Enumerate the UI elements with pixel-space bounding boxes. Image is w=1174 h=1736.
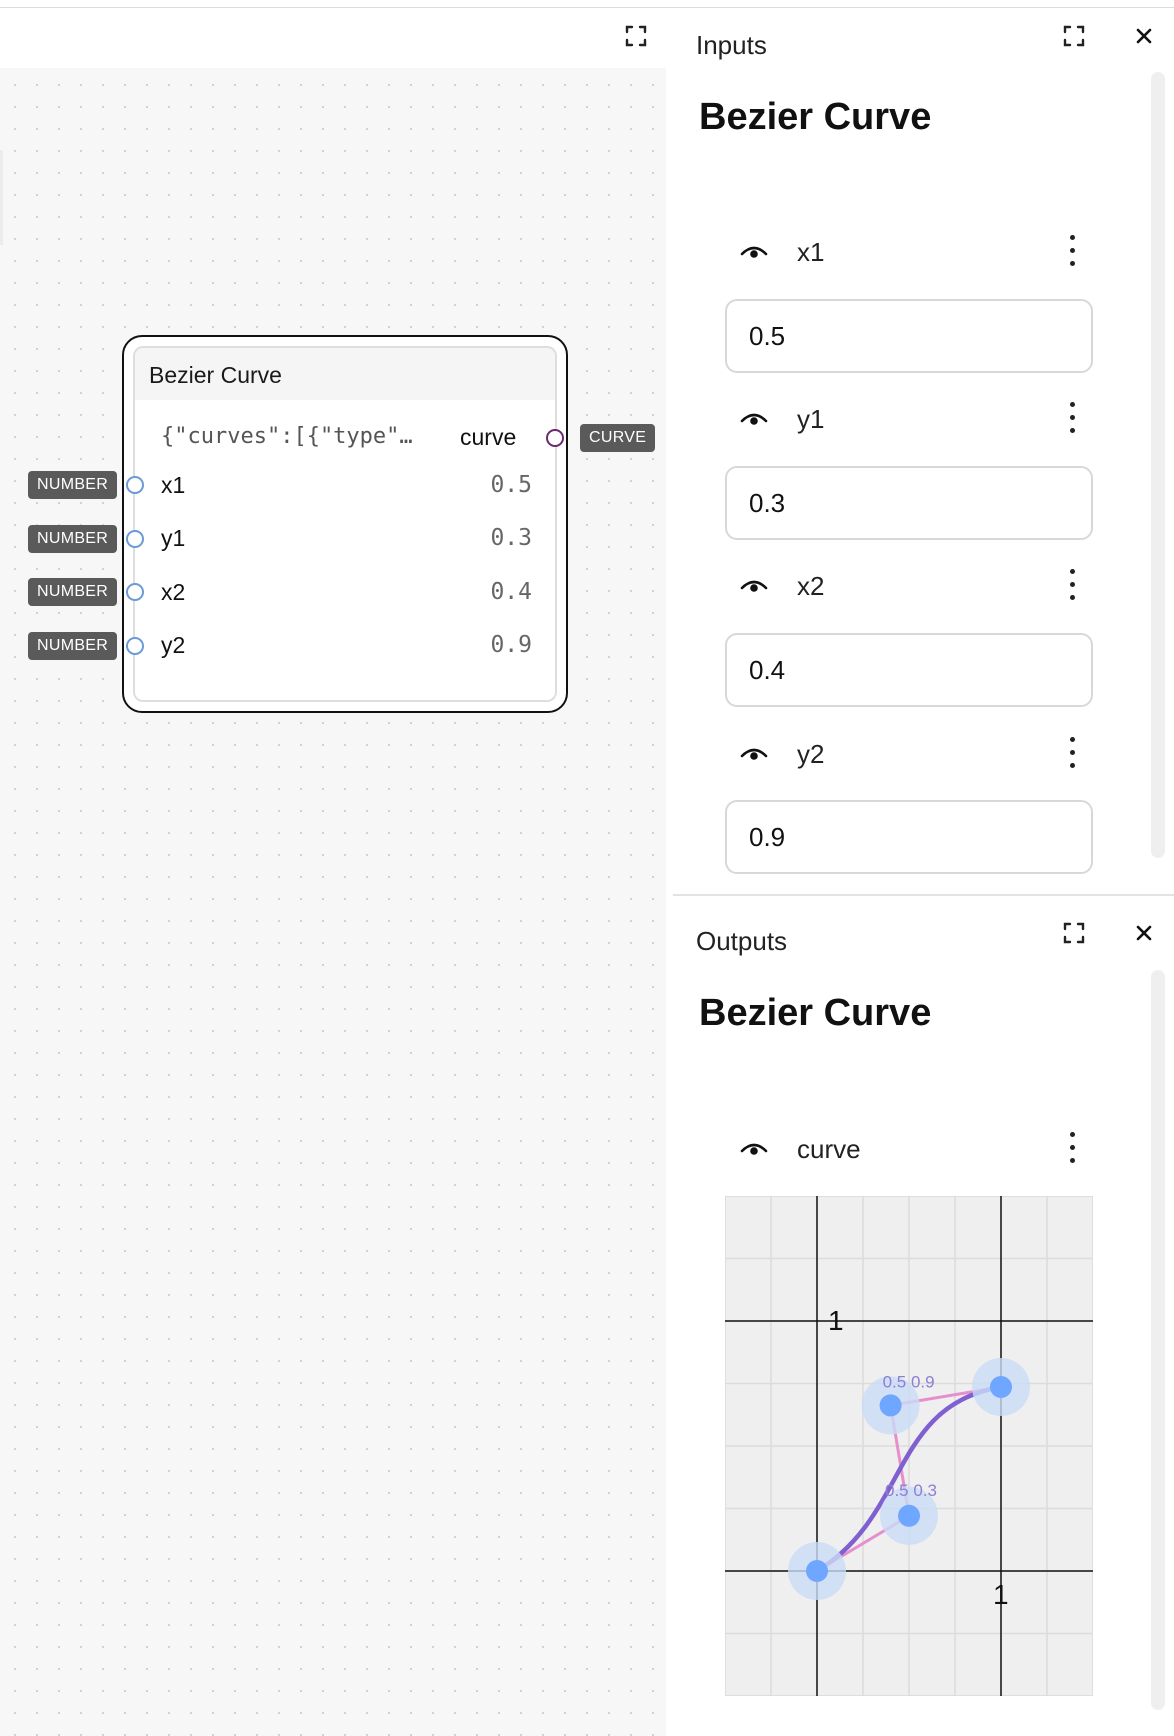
x1-value-input[interactable]: [725, 299, 1093, 373]
input-port-y1[interactable]: [126, 530, 144, 548]
inputs-scrollbar[interactable]: [1151, 72, 1165, 858]
canvas-fullscreen-icon[interactable]: [622, 22, 650, 50]
inputs-fullscreen-icon[interactable]: [1060, 22, 1088, 50]
outputs-fullscreen-icon[interactable]: [1060, 919, 1088, 947]
panel-divider[interactable]: [666, 8, 672, 1736]
section-divider[interactable]: [673, 894, 1174, 896]
output-name: curve: [797, 1134, 861, 1164]
outputs-close-icon[interactable]: [1130, 919, 1158, 947]
start-point: [806, 1560, 828, 1582]
node-input-label: x1: [161, 472, 186, 498]
eye-icon[interactable]: [739, 741, 769, 765]
param-name: x2: [797, 571, 825, 601]
inputs-node-heading: Bezier Curve: [699, 96, 932, 138]
param-row-y1: [725, 390, 1095, 450]
node-output-label: curve: [460, 424, 517, 450]
control-point-1-label: 0.5 0.3: [885, 1480, 937, 1500]
param-name: y2: [797, 739, 825, 769]
more-options-icon[interactable]: [1065, 1132, 1079, 1166]
node-input-value: 0.4: [490, 579, 532, 605]
eye-icon[interactable]: [739, 1136, 769, 1160]
param-row-x2: [725, 557, 1095, 617]
input-type-badge: NUMBER: [28, 578, 117, 606]
node-input-value: 0.5: [490, 472, 532, 498]
param-name: y1: [797, 404, 825, 434]
canvas-header: [0, 8, 666, 68]
x2-value-input[interactable]: [725, 633, 1093, 707]
input-port-x2[interactable]: [126, 583, 144, 601]
inputs-close-icon[interactable]: [1130, 22, 1158, 50]
param-name: x1: [797, 237, 825, 267]
eye-icon[interactable]: [739, 239, 769, 263]
outputs-node-heading: Bezier Curve: [699, 992, 932, 1034]
control-point-2-label: 0.5 0.9: [882, 1372, 935, 1392]
input-port-y2[interactable]: [126, 637, 144, 655]
eye-icon[interactable]: [739, 406, 769, 430]
input-type-badge: NUMBER: [28, 525, 117, 553]
more-options-icon[interactable]: [1065, 737, 1079, 771]
graph-canvas[interactable]: [0, 68, 666, 1736]
control-point-2: [880, 1394, 902, 1416]
x-tick-label: 1: [993, 1579, 1009, 1610]
node-title-bar[interactable]: [135, 348, 555, 400]
node-input-value: 0.3: [490, 525, 532, 551]
outputs-scrollbar[interactable]: [1151, 970, 1165, 1710]
y-tick-label: 1: [828, 1305, 844, 1336]
node-input-label: y1: [161, 525, 186, 551]
more-options-icon[interactable]: [1065, 569, 1079, 603]
node-output-preview: {"curves":[{"type"…: [161, 424, 413, 449]
node-input-value: 0.9: [490, 632, 532, 658]
node-input-label: x2: [161, 579, 186, 605]
curve-preview-chart[interactable]: [725, 1196, 1093, 1696]
more-options-icon[interactable]: [1065, 235, 1079, 269]
node-title: Bezier Curve: [149, 362, 282, 388]
node-input-label: y2: [161, 632, 186, 658]
y2-value-input[interactable]: [725, 800, 1093, 874]
input-port-x1[interactable]: [126, 476, 144, 494]
output-port-curve[interactable]: [546, 429, 564, 447]
y1-value-input[interactable]: [725, 466, 1093, 540]
input-type-badge: NUMBER: [28, 471, 117, 499]
more-options-icon[interactable]: [1065, 402, 1079, 436]
input-type-badge: NUMBER: [28, 632, 117, 660]
param-row-y2: [725, 725, 1095, 785]
control-point-1: [898, 1505, 920, 1527]
canvas-edge: [0, 150, 3, 245]
end-point: [990, 1376, 1012, 1398]
outputs-section-title: Outputs: [696, 926, 788, 956]
eye-icon[interactable]: [739, 573, 769, 597]
output-row-curve: [725, 1120, 1095, 1180]
param-row-x1: [725, 223, 1095, 283]
output-type-badge: CURVE: [580, 424, 655, 452]
inputs-section-title: Inputs: [696, 30, 767, 60]
